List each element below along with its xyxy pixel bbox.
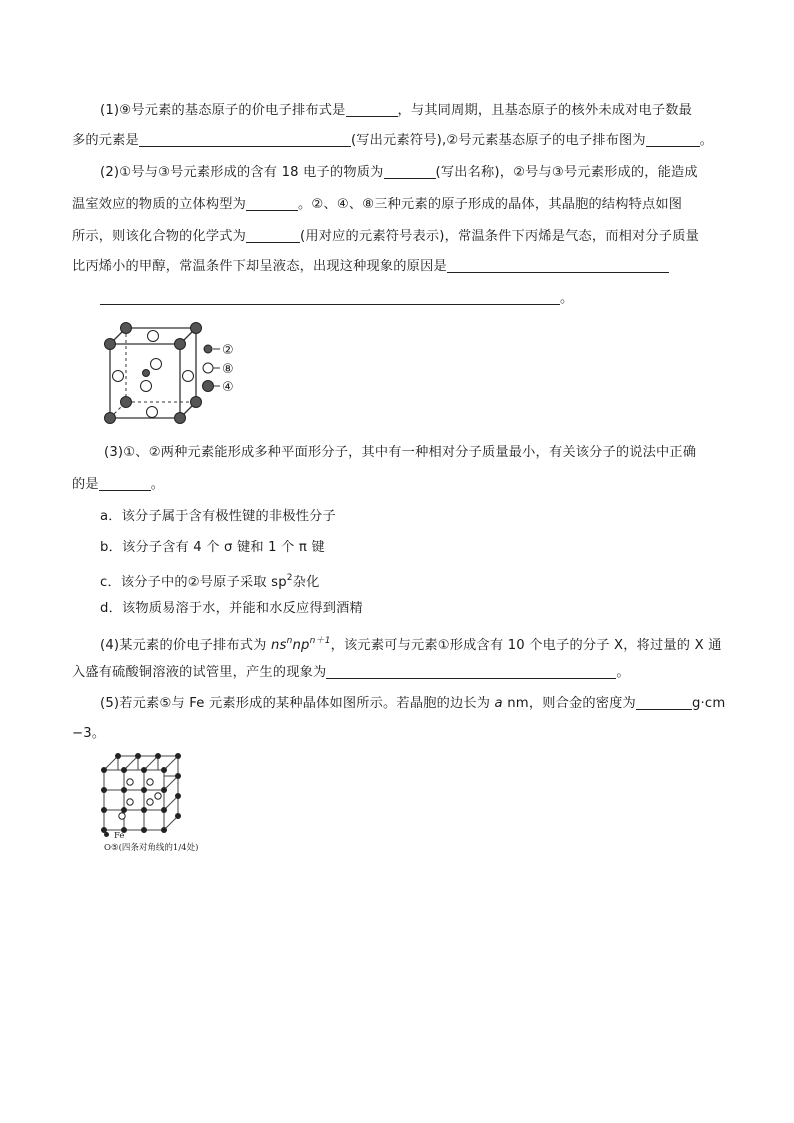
q4-line2: 入盛有硫酸铜溶液的试管里，产生的现象为 。 xyxy=(72,665,630,680)
q2-blank-reason-2[interactable] xyxy=(100,290,560,305)
cell1-legend xyxy=(203,343,234,395)
cell2-atom-fe xyxy=(121,767,127,773)
legend-element-5: O⑤(四条对角线的1/4处) xyxy=(104,843,199,853)
cell2-atom-fe xyxy=(101,787,107,793)
cell2-atom-fe xyxy=(155,753,161,759)
cell1-atom-8 xyxy=(151,359,162,370)
q1-line1: (1)⑨号元素的基态原子的价电子排布式是 ，与其同周期，且基态原子的核外未成对电子数最 xyxy=(100,103,693,118)
q3-option-c: c．该分子中的②号原子采取 $sp^2$杂化 xyxy=(100,573,320,590)
cell1-atom-2 xyxy=(175,413,186,424)
q2-line1: (2)①号与③号元素形成的含有 18 电子的物质为 (写出名称)，②号与③号元素形成的，能造成 xyxy=(100,165,698,180)
cell2-atom-fe xyxy=(175,813,181,819)
q5-line2: −3。 xyxy=(72,726,106,741)
cell1-atom-8 xyxy=(183,371,194,382)
q2-blank-shape[interactable] xyxy=(246,196,298,211)
q2-blank-reason-1[interactable] xyxy=(447,258,669,273)
q3-option-b: b．该分子含有 4 个 σ 键和 1 个 π 键 xyxy=(100,540,325,555)
cell2-atom-fe xyxy=(161,807,167,813)
cell2-atom-fe xyxy=(161,767,167,773)
cell1-atom-2 xyxy=(175,339,186,350)
cell2-atom-fe xyxy=(121,807,127,813)
q2-line5: 。 xyxy=(100,290,573,308)
legend-label-2: ② xyxy=(222,343,234,358)
cell1-atom-4-center xyxy=(143,370,150,377)
cell1-atom-8 xyxy=(147,407,158,418)
cell2-atom-fe xyxy=(161,787,167,793)
cell1-atom-2 xyxy=(121,397,132,408)
cell2-atom-fe xyxy=(141,767,147,773)
cell2-atom-5 xyxy=(127,799,133,805)
legend-fe: Fe xyxy=(104,830,198,842)
q3-line1: (3)①、②两种元素能形成多种平面形分子，其中有一种相对分子质量最小，有关该分子的说法中正确 xyxy=(104,445,697,460)
cell2-atom-fe xyxy=(141,807,147,813)
legend-label-4: ④ xyxy=(222,380,234,395)
q2-line2: 温室效应的物质的立体构型为 。②、④、⑧三种元素的原子形成的晶体，其晶胞的结构特点如图 xyxy=(72,197,683,212)
q3-option-d: d．该物质易溶于水，并能和水反应得到酒精 xyxy=(100,601,363,616)
q3-line2: 的是 。 xyxy=(72,477,165,492)
q1-blank-valence[interactable] xyxy=(346,102,398,117)
cell2-legend xyxy=(104,830,198,854)
q4-blank-phenomenon[interactable] xyxy=(326,664,616,679)
q4-line1: (4)某元素的价电子排布式为 $ns^nnp^{n+1}$，该元素可与元素①形成含有 10 个电子的分子 X，将过量的 X 通 xyxy=(100,636,722,653)
cell2-atom-5 xyxy=(119,813,125,819)
q1-line2: 多的元素是 (写出元素符号),②号元素基态原子的电子排布图为 。 xyxy=(72,133,714,148)
cell1-atom-8 xyxy=(141,381,152,392)
q3-option-a: a．该分子属于含有极性键的非极性分子 xyxy=(100,509,336,524)
cell2-atom-fe xyxy=(141,787,147,793)
cell2-atom-fe xyxy=(135,753,141,759)
q2-blank-formula[interactable] xyxy=(246,228,300,243)
cell2-atom-fe xyxy=(115,753,121,759)
cell1-atom-2 xyxy=(191,397,202,408)
cell2-atom-fe xyxy=(101,807,107,813)
cell1-atom-2 xyxy=(121,323,132,334)
cell2-atom-fe xyxy=(175,753,181,759)
cell1-atom-2 xyxy=(105,339,116,350)
cell2-atom-fe xyxy=(101,767,107,773)
cell2-atom-fe xyxy=(175,793,181,799)
q5-blank-density[interactable] xyxy=(636,695,692,710)
q5-line1: (5)若元素⑤与 Fe 元素形成的某种晶体如图所示。若晶胞的边长为 a nm，则合金的密度为 g·cm xyxy=(100,696,726,711)
q3-blank-answer[interactable] xyxy=(99,476,151,491)
cell2-atom-5 xyxy=(147,799,153,805)
cell2-atom-5 xyxy=(155,793,161,799)
q2-line3: 所示，则该化合物的化学式为 (用对应的元素符号表示)，常温条件下丙烯是气态，而相对分子质量 xyxy=(72,229,699,244)
q2-line4: 比丙烯小的甲醇，常温条件下却呈液态，出现这种现象的原因是 xyxy=(72,258,669,276)
cell2-atom-5 xyxy=(147,779,153,785)
cell1-atom-2 xyxy=(105,413,116,424)
cell2-atom-fe xyxy=(121,787,127,793)
cell1-atom-8 xyxy=(148,331,159,342)
legend-label-8: ⑧ xyxy=(222,362,234,377)
q1-blank-element[interactable] xyxy=(139,132,351,147)
cell1-atom-2 xyxy=(191,323,202,334)
crystal-cell-diagram-1 xyxy=(96,318,286,430)
cell1-atom-8 xyxy=(113,371,124,382)
q2-blank-substance[interactable] xyxy=(384,164,436,179)
q1-blank-orbital[interactable] xyxy=(646,132,700,147)
cell2-atom-5 xyxy=(127,779,133,785)
cell2-atom-fe xyxy=(175,773,181,779)
